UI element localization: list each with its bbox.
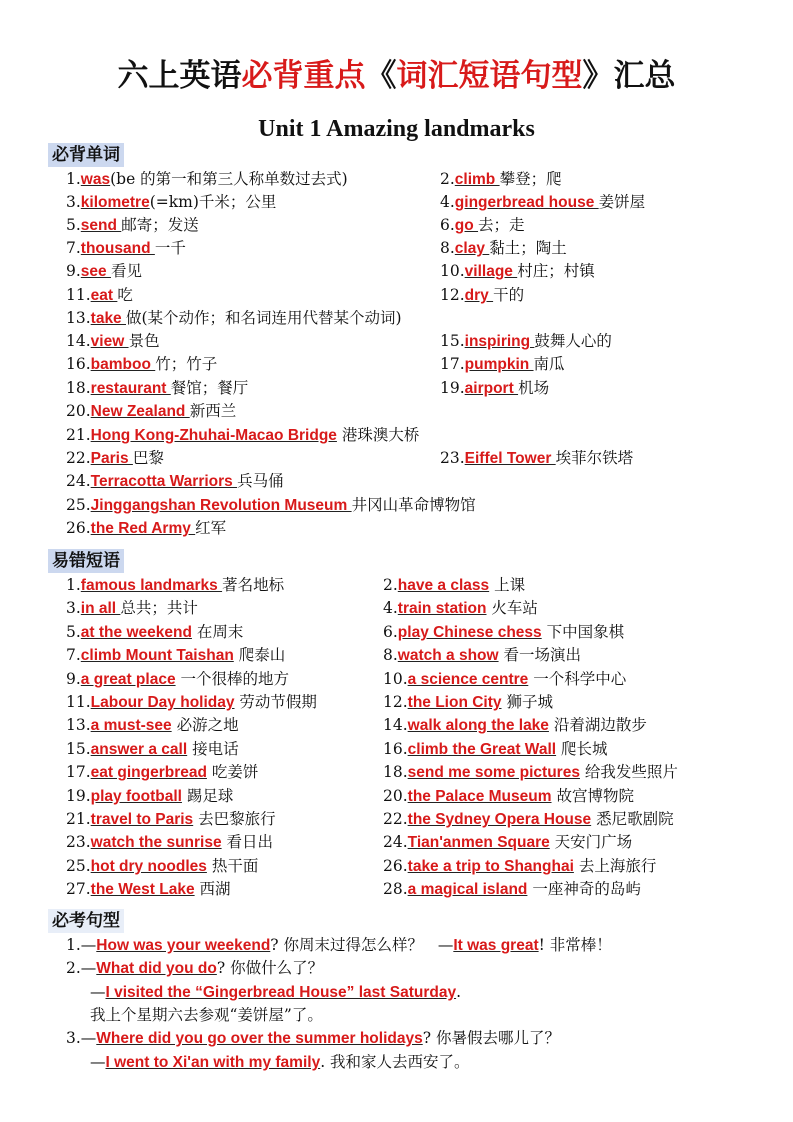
answer-text: the Lion City — [407, 694, 502, 711]
title-part: 《 — [365, 58, 397, 94]
answer-text: airport — [464, 380, 519, 397]
phrase-item — [66, 878, 231, 901]
sentence-2 — [66, 957, 323, 980]
word-item — [440, 237, 567, 260]
translation: (=km)千米；公里 — [149, 193, 277, 211]
item-number: 26. — [383, 857, 408, 875]
translation: 在周末 — [191, 623, 244, 641]
answer-text: a science centre — [407, 671, 529, 688]
title-highlight: 词汇短语句型 — [396, 58, 583, 94]
word-item — [66, 307, 402, 330]
translation: 黏土；陶土 — [489, 239, 567, 257]
answer-text: dry — [464, 287, 494, 304]
answer-text: gingerbread house — [454, 194, 599, 211]
word-item — [66, 353, 217, 376]
item-number: 23. — [440, 449, 465, 467]
translation: . — [456, 983, 462, 1001]
translation: 攀登；爬 — [499, 170, 562, 188]
item-number: 8. — [440, 239, 455, 257]
translation: 井冈山革命博物馆 — [351, 496, 476, 514]
word-item — [66, 447, 164, 470]
item-number: 25. — [66, 496, 91, 514]
item-number: 28. — [383, 880, 408, 898]
word-item — [66, 260, 142, 283]
phrase-item — [66, 808, 276, 831]
word-item — [440, 191, 645, 214]
translation: 一个科学中心 — [528, 670, 627, 688]
item-number: 26. — [66, 519, 91, 537]
translation: 看一场演出 — [498, 646, 582, 664]
answer-text: a great place — [80, 671, 176, 688]
translation: 南瓜 — [533, 355, 565, 373]
item-number: 16. — [383, 740, 408, 758]
answer-text: village — [464, 263, 518, 280]
answer-text: a must-see — [90, 717, 172, 734]
translation: 做(某个动作；和名词连用代替某个动词) — [126, 309, 402, 327]
answer-text: view — [90, 333, 129, 350]
item-number: 3. — [66, 1029, 81, 1047]
translation: 一个很棒的地方 — [175, 670, 290, 688]
answer-text: pumpkin — [464, 356, 534, 373]
answer-text: a magical island — [407, 881, 528, 898]
item-number: 25. — [66, 857, 91, 875]
answer-text: clay — [454, 240, 490, 257]
word-item — [440, 168, 562, 191]
answer-text: climb — [454, 171, 500, 188]
item-number: 23. — [66, 833, 91, 851]
answer-text: eat — [90, 287, 118, 304]
word-item — [66, 191, 276, 214]
translation: ! 非常棒！ — [538, 936, 612, 954]
translation: 狮子城 — [501, 693, 553, 711]
answer-text: play football — [90, 788, 182, 805]
phrase-item — [383, 738, 608, 761]
item-number: 24. — [383, 833, 408, 851]
answer-text: the Palace Museum — [407, 788, 552, 805]
answer-text: the West Lake — [90, 881, 195, 898]
answer-text: send me some pictures — [407, 764, 580, 781]
translation: 邮寄；发送 — [121, 216, 199, 234]
item-number: 12. — [440, 286, 465, 304]
sentence-3 — [66, 1027, 560, 1050]
phrase-item — [66, 738, 239, 761]
title-highlight: 必背重点 — [241, 58, 366, 94]
answer-text: New Zealand — [90, 403, 190, 420]
item-number: 5. — [66, 623, 81, 641]
item-number: 16. — [66, 355, 91, 373]
translation: 去巴黎旅行 — [193, 810, 276, 828]
translation: 红军 — [195, 519, 227, 537]
phrase-item — [66, 855, 258, 878]
item-number: 19. — [66, 787, 91, 805]
phrase-item — [66, 761, 258, 784]
section-heading-words: 必背单词 — [48, 143, 124, 167]
item-number: 3. — [66, 599, 81, 617]
item-number: 8. — [383, 646, 398, 664]
phrase-item — [383, 644, 581, 667]
translation: 吃姜饼 — [206, 763, 259, 781]
translation: . 我和家人去西安了。 — [320, 1053, 470, 1071]
answer-text: have a class — [397, 577, 490, 594]
answer-text: climb Mount Taishan — [80, 647, 234, 664]
word-item — [66, 284, 133, 307]
translation: 机场 — [518, 379, 550, 397]
item-number: 18. — [66, 379, 91, 397]
item-number: 11. — [66, 286, 91, 304]
translation: 景色 — [128, 332, 160, 350]
item-number: 2. — [440, 170, 455, 188]
title-part: 六上英语 — [117, 58, 242, 94]
translation: (be 的第一和第三人称单数过去式) — [110, 170, 348, 188]
sentence-1 — [66, 934, 612, 957]
translation: 港珠澳大桥 — [336, 426, 420, 444]
item-number: 21. — [66, 426, 91, 444]
translation: 沿着湖边散步 — [548, 716, 647, 734]
dash: — — [90, 1053, 106, 1071]
section-heading-sentences: 必考句型 — [48, 909, 124, 933]
item-number: 6. — [383, 623, 398, 641]
sentence-3-answer — [90, 1051, 470, 1074]
phrase-item — [383, 621, 624, 644]
translation: 火车站 — [486, 599, 538, 617]
translation: ? 你周末过得怎么样？ — [270, 936, 424, 954]
word-item — [66, 470, 284, 493]
translation: 巴黎 — [132, 449, 164, 467]
item-number: 7. — [66, 239, 81, 257]
answer-text: play Chinese chess — [397, 624, 542, 641]
item-number: 11. — [66, 693, 91, 711]
phrase-item — [383, 574, 525, 597]
answer-text: Jinggangshan Revolution Museum — [90, 497, 352, 514]
item-number: 2. — [383, 576, 398, 594]
translation: 一千 — [154, 239, 186, 257]
item-number: 17. — [66, 763, 91, 781]
translation: 一座神奇的岛屿 — [527, 880, 641, 898]
answer-text: kilometre — [80, 194, 150, 211]
word-item — [66, 517, 226, 540]
answer-text: eat gingerbread — [90, 764, 207, 781]
translation: 村庄；村镇 — [517, 262, 595, 280]
item-number: 24. — [66, 472, 91, 490]
item-number: 22. — [383, 810, 408, 828]
translation: ? 你暑假去哪儿了？ — [422, 1029, 560, 1047]
phrase-item — [383, 878, 641, 901]
word-item — [66, 424, 419, 447]
dash: — — [80, 936, 97, 954]
answer-text: Labour Day holiday — [90, 694, 235, 711]
phrase-item — [383, 668, 626, 691]
translation: 热干面 — [206, 857, 259, 875]
word-item — [66, 237, 186, 260]
translation: 鼓舞人心的 — [534, 332, 612, 350]
phrase-item — [383, 714, 647, 737]
translation: 去；走 — [478, 216, 525, 234]
translation: 餐馆；餐厅 — [170, 379, 249, 397]
unit-title: Unit 1 Amazing landmarks — [258, 116, 535, 142]
item-number: 10. — [440, 262, 465, 280]
page-title — [0, 56, 793, 96]
phrase-item — [383, 831, 632, 854]
section-heading-phrases: 易错短语 — [48, 549, 124, 573]
answer-text: at the weekend — [80, 624, 192, 641]
item-number: 13. — [66, 309, 91, 327]
translation: 吃 — [117, 286, 133, 304]
phrase-item — [66, 574, 284, 597]
phrase-item — [383, 761, 678, 784]
translation: 故宫博物院 — [551, 787, 634, 805]
translation: 劳动节假期 — [234, 693, 317, 711]
translation: 西湖 — [194, 880, 231, 898]
answer-text: Tian'anmen Square — [407, 834, 550, 851]
phrase-item — [383, 855, 656, 878]
answer-text: hot dry noodles — [90, 858, 207, 875]
answer-text: the Red Army — [90, 520, 196, 537]
dash: — — [80, 959, 97, 977]
translation: 看见 — [110, 262, 142, 280]
item-number: 2. — [66, 959, 81, 977]
translation: 爬泰山 — [233, 646, 286, 664]
answer-text: was — [80, 171, 111, 188]
phrase-item — [66, 621, 243, 644]
phrase-item — [383, 785, 634, 808]
word-item — [440, 447, 633, 470]
item-number: 9. — [66, 670, 81, 688]
item-number: 19. — [440, 379, 465, 397]
sentence-2-answer — [90, 981, 461, 1004]
item-number: 9. — [66, 262, 81, 280]
item-number: 13. — [66, 716, 91, 734]
item-number: 7. — [66, 646, 81, 664]
translation: 踢足球 — [181, 787, 234, 805]
translation: 干的 — [493, 286, 525, 304]
answer-text: Where did you go over the summer holidays — [96, 1030, 423, 1047]
title-part: 》汇总 — [582, 58, 676, 94]
item-number: 5. — [66, 216, 81, 234]
answer-text: the Sydney Opera House — [407, 811, 592, 828]
translation: 天安门广场 — [549, 833, 633, 851]
answer-text: bamboo — [90, 356, 156, 373]
item-number: 1. — [66, 170, 81, 188]
translation: 姜饼屋 — [598, 193, 646, 211]
phrase-item — [66, 831, 273, 854]
sentence-2-translation: 我上个星期六去参观“姜饼屋”了。 — [90, 1006, 323, 1024]
item-number: 10. — [383, 670, 408, 688]
item-number: 15. — [440, 332, 465, 350]
translation: 著名地标 — [222, 576, 285, 594]
answer-text: It was great — [453, 937, 539, 954]
word-item — [66, 400, 236, 423]
answer-text: famous landmarks — [80, 577, 223, 594]
phrase-item — [383, 808, 674, 831]
item-number: 14. — [383, 716, 408, 734]
word-item — [66, 214, 199, 237]
answer-text: train station — [397, 600, 487, 617]
item-number: 18. — [383, 763, 408, 781]
phrase-item — [66, 597, 198, 620]
word-item — [66, 330, 160, 353]
dash: — — [437, 936, 454, 954]
item-number: 1. — [66, 936, 81, 954]
answer-text: send — [80, 217, 122, 234]
answer-text: restaurant — [90, 380, 171, 397]
answer-text: watch the sunrise — [90, 834, 222, 851]
answer-text: climb the Great Wall — [407, 741, 557, 758]
word-item — [66, 168, 348, 191]
phrase-item — [66, 668, 289, 691]
item-number: 3. — [66, 193, 81, 211]
word-item — [440, 214, 525, 237]
answer-text: I visited the “Gingerbread House” last Saturday — [105, 984, 457, 1001]
item-number: 15. — [66, 740, 91, 758]
translation: 新西兰 — [189, 402, 237, 420]
phrase-item — [66, 785, 233, 808]
translation: 爬长城 — [556, 740, 608, 758]
translation: ? 你做什么了？ — [216, 959, 324, 977]
item-number: 1. — [66, 576, 81, 594]
phrase-item — [66, 714, 239, 737]
answer-text: Paris — [90, 450, 133, 467]
dash: — — [80, 1029, 97, 1047]
answer-text: take a trip to Shanghai — [407, 858, 574, 875]
answer-text: thousand — [80, 240, 155, 257]
translation: 下中国象棋 — [541, 623, 625, 641]
answer-text: What did you do — [96, 960, 217, 977]
answer-text: travel to Paris — [90, 811, 194, 828]
translation: 上课 — [489, 576, 526, 594]
answer-text: take — [90, 310, 126, 327]
answer-text: Terracotta Warriors — [90, 473, 238, 490]
phrase-item — [383, 691, 553, 714]
translation: 必游之地 — [171, 716, 239, 734]
answer-text: Hong Kong-Zhuhai-Macao Bridge — [90, 427, 337, 444]
item-number: 6. — [440, 216, 455, 234]
item-number: 20. — [383, 787, 408, 805]
item-number: 22. — [66, 449, 91, 467]
answer-text: How was your weekend — [96, 937, 271, 954]
dash: — — [90, 983, 106, 1001]
word-item — [440, 260, 595, 283]
translation: 给我发些照片 — [579, 763, 678, 781]
answer-text: answer a call — [90, 741, 188, 758]
item-number: 4. — [383, 599, 398, 617]
word-item — [66, 494, 476, 517]
phrase-item — [66, 691, 317, 714]
answer-text: Eiffel Tower — [464, 450, 556, 467]
item-number: 4. — [440, 193, 455, 211]
answer-text: watch a show — [397, 647, 499, 664]
translation: 接电话 — [187, 740, 239, 758]
item-number: 12. — [383, 693, 408, 711]
word-item — [440, 353, 565, 376]
translation: 竹；竹子 — [155, 355, 218, 373]
answer-text: inspiring — [464, 333, 535, 350]
answer-text: go — [454, 217, 479, 234]
item-number: 20. — [66, 402, 91, 420]
item-number: 21. — [66, 810, 91, 828]
translation: 总共；共计 — [120, 599, 198, 617]
answer-text: in all — [80, 600, 121, 617]
item-number: 14. — [66, 332, 91, 350]
translation: 悉尼歌剧院 — [591, 810, 674, 828]
word-item — [440, 377, 549, 400]
word-item — [440, 330, 612, 353]
item-number: 17. — [440, 355, 465, 373]
translation: 埃菲尔铁塔 — [555, 449, 634, 467]
translation: 去上海旅行 — [573, 857, 657, 875]
word-item — [440, 284, 524, 307]
word-item — [66, 377, 248, 400]
answer-text: I went to Xi'an with my family — [105, 1054, 321, 1071]
answer-text: walk along the lake — [407, 717, 549, 734]
translation: 看日出 — [221, 833, 274, 851]
answer-text: see — [80, 263, 111, 280]
phrase-item — [383, 597, 538, 620]
phrase-item — [66, 644, 285, 667]
translation: 兵马俑 — [237, 472, 284, 490]
item-number: 27. — [66, 880, 91, 898]
